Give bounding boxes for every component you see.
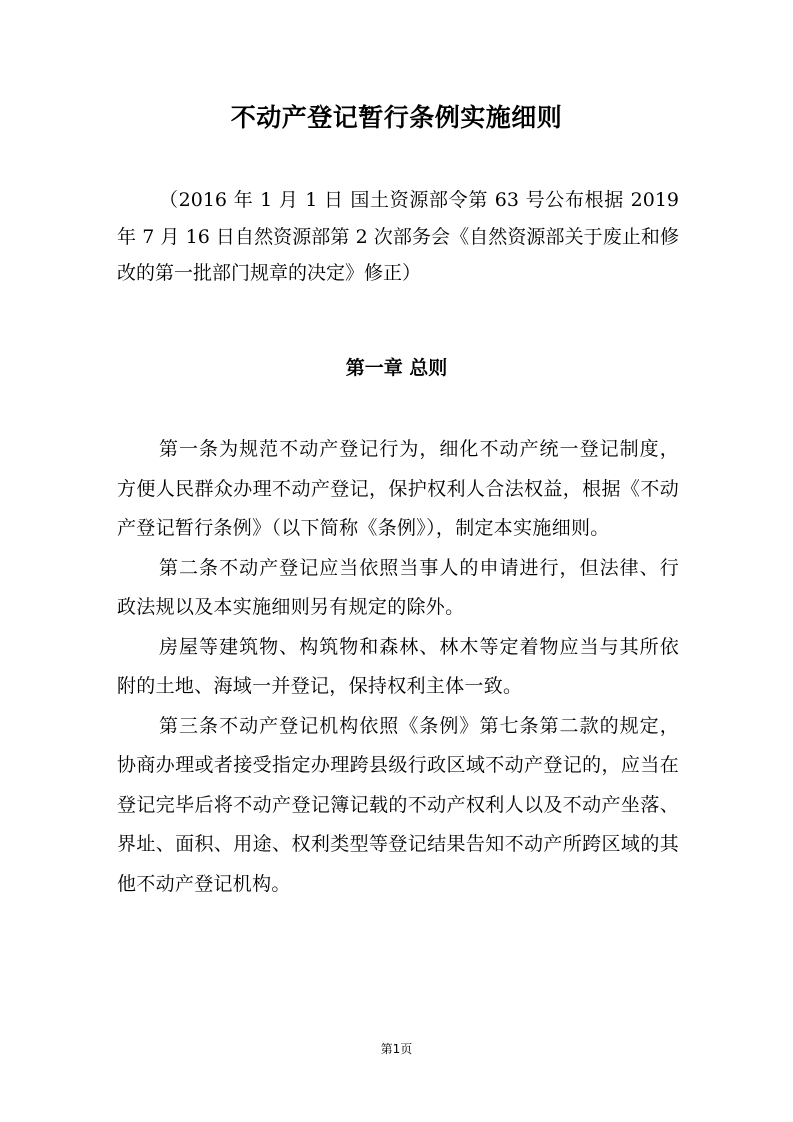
article-paragraph: 第一条为规范不动产登记行为，细化不动产统一登记制度，方便人民群众办理不动产登记，保护权利人合法权益，根据《不动产登记暂行条例》（以下简称《条例》），制定本实施细则。 xyxy=(117,438,679,539)
chapter-title: 第一章 总则 xyxy=(345,357,448,379)
page-number: 第1页 xyxy=(380,1042,413,1056)
article-paragraph: 第三条不动产登记机构依照《条例》第七条第二款的规定，协商办理或者接受指定办理跨县级行政区域不动产登记的，应当在登记完毕后将不动产登记簿记载的不动产权利人以及不动产坐落、界址、面积、用途、权利类型等登记结果告知不动产所跨区域的其他不动产登记机构。 xyxy=(117,714,679,895)
article-paragraph: 房屋等建筑物、构筑物和森林、林木等定着物应当与其所依附的土地、海域一并登记，保持权利主体一致。 xyxy=(117,635,679,697)
document-body xyxy=(117,430,679,904)
document-title: 不动产登记暂行条例实施细则 xyxy=(230,103,563,132)
article-paragraph: 第二条不动产登记应当依照当事人的申请进行，但法律、行政法规以及本实施细则另有规定的除外。 xyxy=(117,556,679,618)
revision-note: （2016 年 1 月 1 日 国土资源部令第 63 号公布根据 2019 年 7 月 16 日自然资源部第 2 次部务会《自然资源部关于废止和修改的第一批部门规章的决定》修正） xyxy=(117,189,679,284)
